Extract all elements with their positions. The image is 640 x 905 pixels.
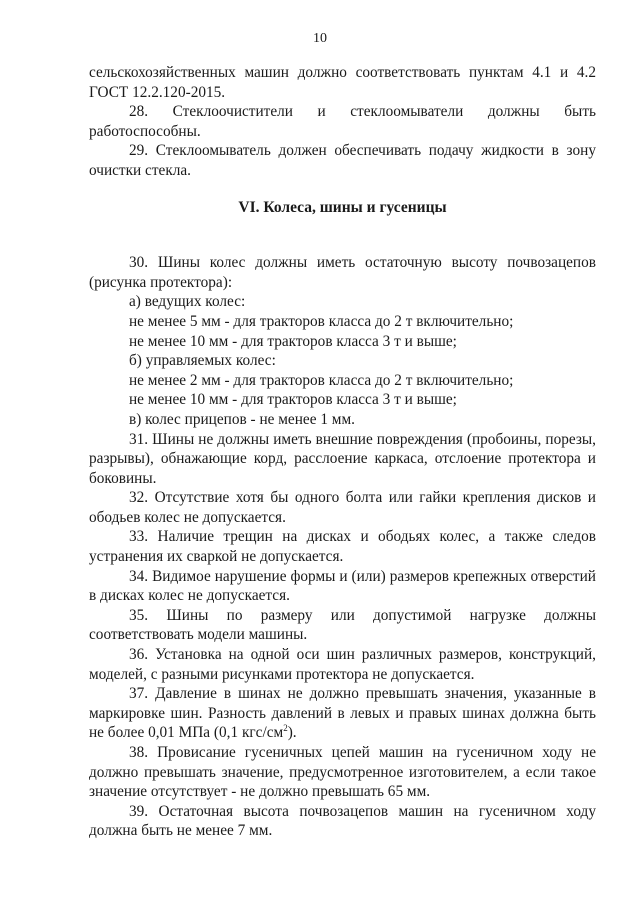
list-item: а) ведущих колес: — [129, 293, 246, 311]
spacer — [89, 235, 596, 253]
paragraph-32: 32. Отсутствие хотя бы одного болта или гайки крепления дисков и ободьев колес не допускается. — [89, 489, 596, 526]
section-heading: VI. Колеса, шины и гусеницы — [238, 198, 447, 216]
paragraph-38: 38. Провисание гусеничных цепей машин на гусеничном ходу не должно превышать значение, предусмотренное изготовителем, а если такое значение отсутствует - не должно превышать 65 мм. — [89, 744, 596, 801]
paragraph-36: 36. Установка на одной оси шин различных размеров, конструкций, моделей, с разными рисунками протектора не допускается. — [89, 646, 596, 683]
list-item: не менее 10 мм - для тракторов класса 3 т и выше; — [129, 332, 457, 350]
paragraph-28: 28. Стеклоочистители и стеклоомыватели должны быть работоспособны. — [89, 103, 596, 140]
paragraph-35: 35. Шины по размеру или допустимой нагрузке должны соответствовать модели машины. — [89, 606, 596, 644]
paragraph-29: 29. Стеклоомыватель должен обеспечивать подачу жидкости в зону очистки стекла. — [89, 142, 596, 179]
superscript: 2 — [283, 723, 288, 734]
list-item: не менее 10 мм - для тракторов класса 3 т и выше; — [129, 391, 457, 409]
paragraph-34: 34. Видимое нарушение формы и (или) размеров крепежных отверстий в дисках колес не допускается. — [89, 567, 596, 605]
document-body — [89, 63, 596, 841]
paragraph-continuation: сельскохозяйственных машин должно соответствовать пунктам 4.1 и 4.2 ГОСТ 12.2.120-2015. — [89, 64, 596, 101]
page-number: 10 — [313, 31, 327, 46]
paragraph-33: 33. Наличие трещин на дисках и ободьях колес, а также следов устранения их сваркой не допускается. — [89, 528, 596, 566]
paragraph-31: 31. Шины не должны иметь внешние повреждения (пробоины, порезы, разрывы), обнажающие корд, расслоение каркаса, отслоение протектора и боковины. — [89, 430, 596, 487]
list-item: не менее 2 мм - для тракторов класса до 2 т включительно; — [129, 371, 514, 389]
paragraph-39: 39. Остаточная высота почвозацепов машин на гусеничном ходу должна быть не менее 7 мм. — [89, 802, 596, 840]
paragraph-30: 30. Шины колес должны иметь остаточную высоту почвозацепов (рисунка протектора): — [89, 254, 596, 291]
paragraph-37-tail: ). — [287, 724, 297, 742]
list-item: в) колес прицепов - не менее 1 мм. — [129, 410, 355, 428]
list-item: не менее 5 мм - для тракторов класса до 2 т включительно; — [129, 312, 514, 330]
list-item: б) управляемых колес: — [129, 352, 276, 370]
paragraph-37-text: 37. Давление в шинах не должно превышать значения, указанные в маркировке шин. Разность давлений в левых и правых шинах должна быть не более 0,01 МПа (0,1 кгс/см — [89, 685, 596, 742]
paragraph-37 — [89, 684, 596, 743]
